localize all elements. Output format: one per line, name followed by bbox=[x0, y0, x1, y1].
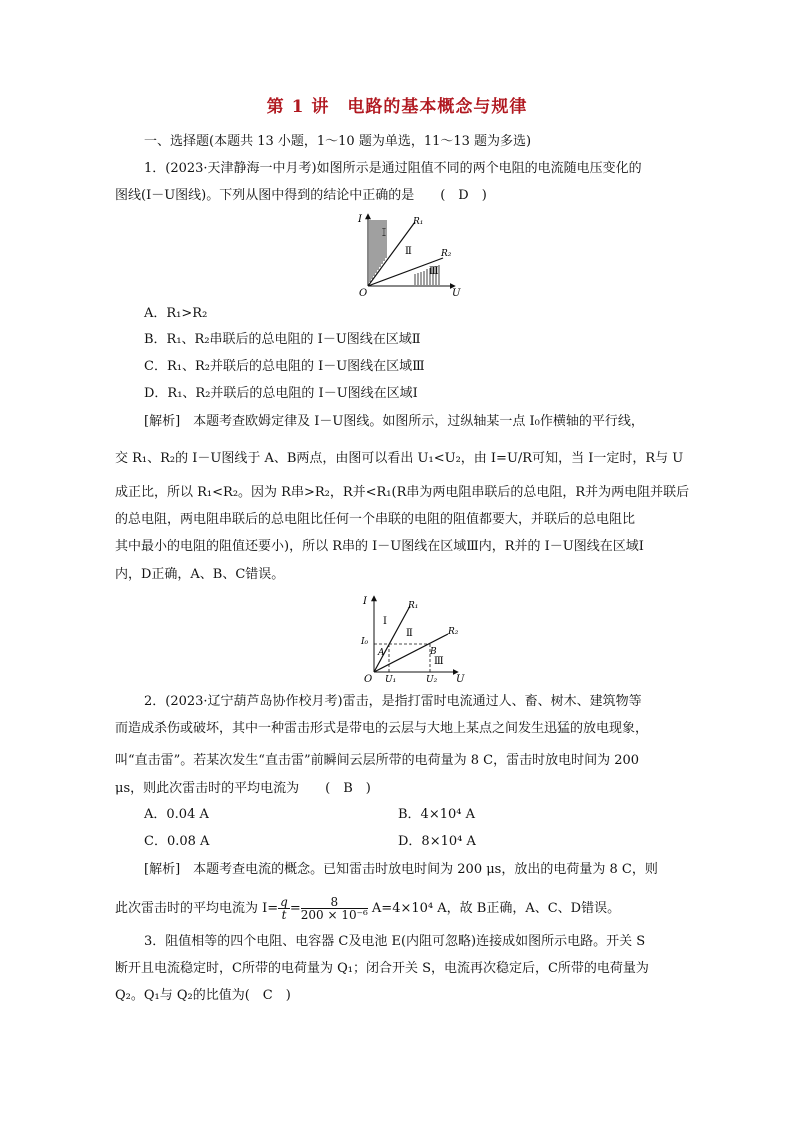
q3-stem-line3: Q₂。Q₁与 Q₂的比值为( C ) bbox=[115, 988, 291, 1003]
fig2-point-a-label: A bbox=[378, 648, 385, 658]
fraction-denominator-value: 200 × 10⁻⁶ bbox=[300, 908, 368, 922]
fig2-u1-label: U₁ bbox=[385, 675, 397, 684]
q1-analysis-line1: [解析] 本题考查欧姆定律及 I－U图线。如图所示，过纵轴某一点 I₀作横轴的平行线， bbox=[144, 414, 644, 429]
q2-option-c: C．0.08 A bbox=[144, 834, 210, 849]
q2-stem-line4: μs，则此次雷击时的平均电流为 ( B ) bbox=[115, 781, 371, 796]
q2-analysis-line1: [解析] 本题考查电流的概念。已知雷击时放电时间为 200 μs，放出的电荷量为 8 C，则 bbox=[144, 862, 658, 877]
fig2-r2-label: R₂ bbox=[448, 627, 459, 637]
q-over-t-fraction bbox=[278, 896, 290, 921]
q2-stem-line3: 叫“直击雷”。若某次发生“直击雷”前瞬间云层所带的电荷量为 8 C，雷击时放电时间为 200 bbox=[115, 753, 640, 768]
fig2-i0-label: I₀ bbox=[361, 637, 369, 647]
fig1-i-axis-label: I bbox=[358, 214, 362, 225]
fig2-origin-label: O bbox=[364, 674, 373, 684]
q1-analysis-line5: 其中最小的电阻的阻值还要小)，所以 R串的 I－U图线在区域Ⅲ内，R并的 I－U图线在区域Ⅰ bbox=[115, 539, 644, 554]
q2-option-a: A．0.04 A bbox=[144, 807, 209, 822]
fig1-region1-label: Ⅰ bbox=[382, 228, 386, 239]
q1-option-a: A．R₁>R₂ bbox=[144, 306, 208, 321]
q3-stem-line1: 3．阻值相等的四个电阻、电容器 C及电池 E(内阻可忽略)连接成如图所示电路。开关 S bbox=[144, 934, 646, 949]
fig2-point-b-label: B bbox=[430, 647, 437, 657]
q1-analysis-line3: 成正比，所以 R₁<R₂。因为 R串>R₂，R并<R₁(R串为两电阻串联后的总电阻，R并为两电阻并联后 bbox=[115, 485, 690, 500]
q1-analysis-line4: 的总电阻，两电阻串联后的总电阻比任何一个串联的电阻的阻值都要大，并联后的总电阻比 bbox=[115, 512, 636, 527]
q1-stem-line2: 图线(I－U图线)。下列从图中得到的结论中正确的是 ( D ) bbox=[115, 188, 487, 203]
fig2-u-axis-label: U bbox=[456, 674, 465, 684]
q2-analysis-line2: 此次雷击时的平均电流为 I= $\frac{q}{t}$ = $\frac{8}{\text{200 × 10⁻⁶}}$ A=4×10⁴ A，故 B正确，A、C、D错误。 bbox=[115, 895, 621, 922]
fig2-u2-label: U₂ bbox=[426, 675, 438, 684]
q3-stem-line2: 断开且电流稳定时，C所带的电荷量为 Q₁；闭合开关 S，电流再次稳定后，C所带的电荷量为 bbox=[115, 961, 649, 976]
q1-analysis-figure bbox=[358, 592, 468, 684]
fig2-r1-label: R₁ bbox=[408, 601, 419, 611]
q2-option-d: D．8×10⁴ A bbox=[398, 834, 476, 849]
section-header: 一、选择题(本题共 13 小题，1～10 题为单选，11～13 题为多选) bbox=[144, 134, 532, 149]
q1-option-d: D．R₁、R₂并联后的总电阻的 I－U图线在区域Ⅰ bbox=[144, 386, 418, 401]
fraction-numerator-8: 8 bbox=[301, 896, 368, 909]
numeric-fraction bbox=[301, 896, 368, 921]
q2-analysis-suffix: A=4×10⁴ A，故 B正确，A、C、D错误。 bbox=[367, 901, 621, 916]
fig1-origin-label: O bbox=[359, 288, 368, 298]
fig2-i-axis-label: I bbox=[363, 596, 367, 607]
q1-option-c: C．R₁、R₂并联后的总电阻的 I－U图线在区域Ⅲ bbox=[144, 359, 425, 374]
q1-option-b: B．R₁、R₂串联后的总电阻的 I－U图线在区域Ⅱ bbox=[144, 332, 421, 347]
q1-stem-line1: 1．(2023·天津静海一中月考)如图所示是通过阻值不同的两个电阻的电流随电压变化的 bbox=[144, 161, 642, 176]
fig2-region3-label: Ⅲ bbox=[434, 656, 444, 667]
fig2-region1-label: Ⅰ bbox=[383, 616, 387, 627]
fig1-region2-label: Ⅱ bbox=[405, 246, 412, 257]
fig1-region3-label: Ⅲ bbox=[429, 266, 439, 277]
fraction-numerator-q: q bbox=[280, 895, 288, 909]
fraction-denominator-t: t bbox=[281, 908, 287, 922]
fig1-u-axis-label: U bbox=[452, 288, 461, 298]
q2-option-b: B．4×10⁴ A bbox=[398, 807, 475, 822]
page-title: 第 1 讲 电路的基本概念与规律 bbox=[266, 97, 528, 117]
q1-analysis-line2: 交 R₁、R₂的 I－U图线于 A、B两点，由图可以看出 U₁<U₂，由 I=U/R可知，当 I一定时，R与 U bbox=[115, 451, 684, 466]
fig1-r1-label: R₁ bbox=[413, 217, 424, 227]
q1-figure-iu-graph bbox=[355, 210, 475, 298]
q2-analysis-prefix: 此次雷击时的平均电流为 I= bbox=[115, 901, 279, 916]
fig2-region2-label: Ⅱ bbox=[406, 628, 413, 639]
q2-stem-line1: 2．(2023·辽宁葫芦岛协作校月考)雷击，是指打雷时电流通过人、畜、树木、建筑物等 bbox=[144, 694, 642, 709]
q1-analysis-line6: 内，D正确，A、B、C错误。 bbox=[115, 567, 285, 582]
q2-stem-line2: 而造成杀伤或破坏，其中一种雷击形式是带电的云层与大地上某点之间发生迅猛的放电现象， bbox=[115, 721, 649, 736]
fig1-r2-label: R₂ bbox=[441, 249, 452, 259]
